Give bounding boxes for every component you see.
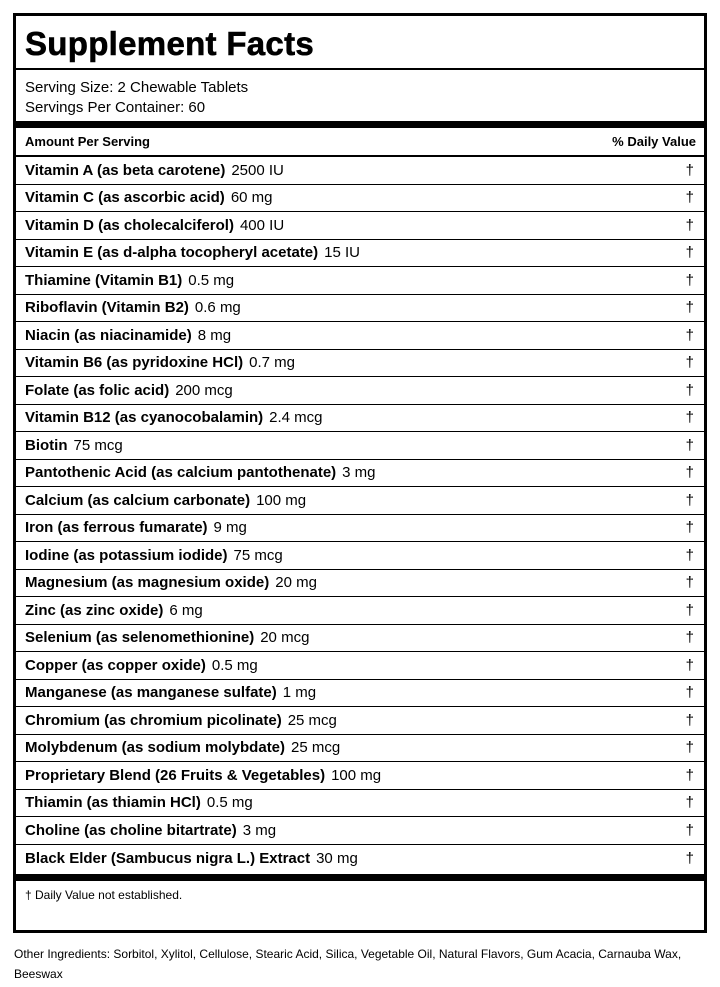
nutrient-name: Riboflavin (Vitamin B2) [25,299,189,317]
nutrient-label [25,162,284,179]
daily-value-mark: † [685,216,694,234]
nutrient-row [16,460,704,488]
daily-value-mark: † [685,821,694,839]
nutrient-row [16,212,704,240]
nutrient-label [25,217,284,234]
nutrient-name: Vitamin B6 (as pyridoxine HCl) [25,354,244,372]
nutrient-amount: 0.5 mg [206,794,253,812]
nutrient-name: Molybdenum (as sodium molybdate) [25,739,286,757]
nutrient-label [25,739,340,756]
nutrient-label [25,850,358,867]
nutrient-amount: 15 IU [324,244,360,262]
nutrient-label [25,492,306,509]
daily-value-mark: † [685,244,694,262]
daily-value-mark: † [685,436,694,454]
nutrient-name: Biotin [25,436,68,454]
nutrient-row [16,240,704,268]
nutrient-amount: 1 mg [282,684,317,702]
nutrient-label [25,712,337,729]
daily-value-mark: † [685,464,694,482]
nutrient-name: Zinc (as zinc oxide) [25,601,164,619]
nutrient-row [16,267,704,295]
serving-size: Serving Size: 2 Chewable Tablets [25,79,249,96]
nutrient-row [16,707,704,735]
nutrient-amount: 0.7 mg [249,354,295,372]
nutrient-amount: 200 mcg [175,381,233,399]
nutrient-label [25,272,234,289]
daily-value-mark: † [685,354,694,372]
nutrient-label [25,684,316,701]
nutrient-label [25,189,273,206]
nutrient-row [16,597,704,625]
daily-value-mark: † [685,519,694,537]
daily-value-mark: † [685,381,694,399]
nutrient-row [16,377,704,405]
daily-value-mark: † [685,739,694,757]
nutrient-list [16,155,704,872]
daily-value-mark: † [685,849,694,867]
nutrient-label [25,547,283,564]
serving-info [16,70,704,121]
nutrient-name: Folate (as folic acid) [25,381,170,399]
nutrient-name: Proprietary Blend (26 Fruits & Vegetables) [25,766,326,784]
nutrient-name: Choline (as choline bitartrate) [25,821,237,839]
nutrient-amount: 8 mg [197,326,232,344]
nutrient-amount: 100 mg [256,491,307,509]
nutrient-label [25,822,276,839]
thick-divider [16,121,704,128]
nutrient-row [16,735,704,763]
nutrient-amount: 2500 IU [231,161,284,179]
nutrient-row [16,157,704,185]
nutrient-name: Niacin (as niacinamide) [25,326,192,344]
nutrient-row [16,405,704,433]
daily-value-mark: † [685,794,694,812]
daily-value-header: % Daily Value [612,134,696,149]
nutrient-name: Vitamin A (as beta carotene) [25,161,226,179]
nutrient-row [16,762,704,790]
daily-value-mark: † [685,684,694,702]
nutrient-row [16,817,704,845]
nutrient-row [16,570,704,598]
daily-value-mark: † [685,409,694,427]
nutrient-label [25,794,253,811]
nutrient-label [25,629,309,646]
nutrient-name: Manganese (as manganese sulfate) [25,684,277,702]
nutrient-name: Copper (as copper oxide) [25,656,206,674]
nutrient-name: Thiamine (Vitamin B1) [25,271,183,289]
nutrient-name: Thiamin (as thiamin HCl) [25,794,201,812]
supplement-facts-panel [13,13,707,933]
nutrient-row [16,185,704,213]
nutrient-amount: 75 mcg [233,546,283,564]
nutrient-amount: 9 mg [213,519,247,537]
nutrient-amount: 0.5 mg [188,271,235,289]
nutrient-label [25,574,317,591]
nutrient-amount: 25 mcg [287,711,337,729]
nutrient-label [25,244,360,261]
nutrient-amount: 20 mcg [260,629,310,647]
nutrient-amount: 400 IU [239,216,285,234]
nutrient-row [16,790,704,818]
daily-value-mark: † [685,161,694,179]
nutrient-name: Magnesium (as magnesium oxide) [25,574,270,592]
nutrient-name: Selenium (as selenomethionine) [25,629,255,647]
nutrient-name: Vitamin C (as ascorbic acid) [25,189,225,207]
nutrient-row [16,515,704,543]
other-ingredients: Other Ingredients: Sorbitol, Xylitol, Cellulose, Stearic Acid, Silica, Vegetable Oil, Natural Flavors, Gum Acacia, Carnauba Wax, Beeswax [14,947,682,981]
nutrient-name: Vitamin D (as cholecalciferol) [25,216,234,234]
nutrient-amount: 0.6 mg [194,299,241,317]
nutrient-label [25,464,376,481]
nutrient-amount: 2.4 mcg [269,409,323,427]
daily-value-mark: † [685,189,694,207]
nutrient-row [16,542,704,570]
nutrient-name: Black Elder (Sambucus nigra L.) Extract [25,849,311,867]
nutrient-label [25,354,295,371]
servings-per-container: Servings Per Container: 60 [25,99,206,116]
nutrient-row [16,845,704,873]
nutrient-label [25,382,233,399]
panel-title: Supplement Facts [25,25,315,62]
daily-value-mark: † [685,711,694,729]
column-header [16,128,704,155]
nutrient-name: Iodine (as potassium iodide) [25,546,228,564]
nutrient-label [25,602,203,619]
daily-value-mark: † [685,271,694,289]
nutrient-amount: 20 mg [275,574,317,592]
daily-value-mark: † [685,656,694,674]
nutrient-label [25,437,123,454]
nutrient-label [25,327,231,344]
nutrient-amount: 3 mg [342,464,376,482]
daily-value-mark: † [685,326,694,344]
daily-value-mark: † [685,766,694,784]
nutrient-amount: 0.5 mg [211,656,258,674]
nutrient-label [25,519,247,536]
nutrient-amount: 60 mg [230,189,273,207]
nutrient-name: Vitamin E (as d-alpha tocopheryl acetate) [25,244,319,262]
nutrient-row [16,432,704,460]
amount-per-serving-header: Amount Per Serving [25,134,150,149]
nutrient-row [16,652,704,680]
nutrient-label [25,767,381,784]
nutrient-row [16,680,704,708]
nutrient-label [25,299,241,316]
daily-value-mark: † [685,601,694,619]
nutrient-row [16,295,704,323]
nutrient-label [25,657,258,674]
nutrient-amount: 100 mg [331,766,382,784]
nutrient-amount: 75 mcg [73,436,123,454]
nutrient-name: Pantothenic Acid (as calcium pantothenate) [25,464,337,482]
thick-divider-bottom [16,874,704,881]
nutrient-row [16,625,704,653]
nutrient-name: Iron (as ferrous fumarate) [25,519,208,537]
nutrient-amount: 30 mg [316,849,358,867]
nutrient-name: Calcium (as calcium carbonate) [25,491,251,509]
nutrient-label [25,409,323,426]
nutrient-name: Vitamin B12 (as cyanocobalamin) [25,409,264,427]
nutrient-amount: 25 mcg [291,739,341,757]
daily-value-mark: † [685,299,694,317]
nutrient-row [16,322,704,350]
nutrient-row [16,487,704,515]
nutrient-row [16,350,704,378]
nutrient-amount: 6 mg [169,601,203,619]
daily-value-mark: † [685,574,694,592]
footnote: † Daily Value not established. [25,888,183,902]
nutrient-amount: 3 mg [242,821,277,839]
daily-value-mark: † [685,546,694,564]
nutrient-name: Chromium (as chromium picolinate) [25,711,282,729]
daily-value-mark: † [685,491,694,509]
daily-value-mark: † [685,629,694,647]
